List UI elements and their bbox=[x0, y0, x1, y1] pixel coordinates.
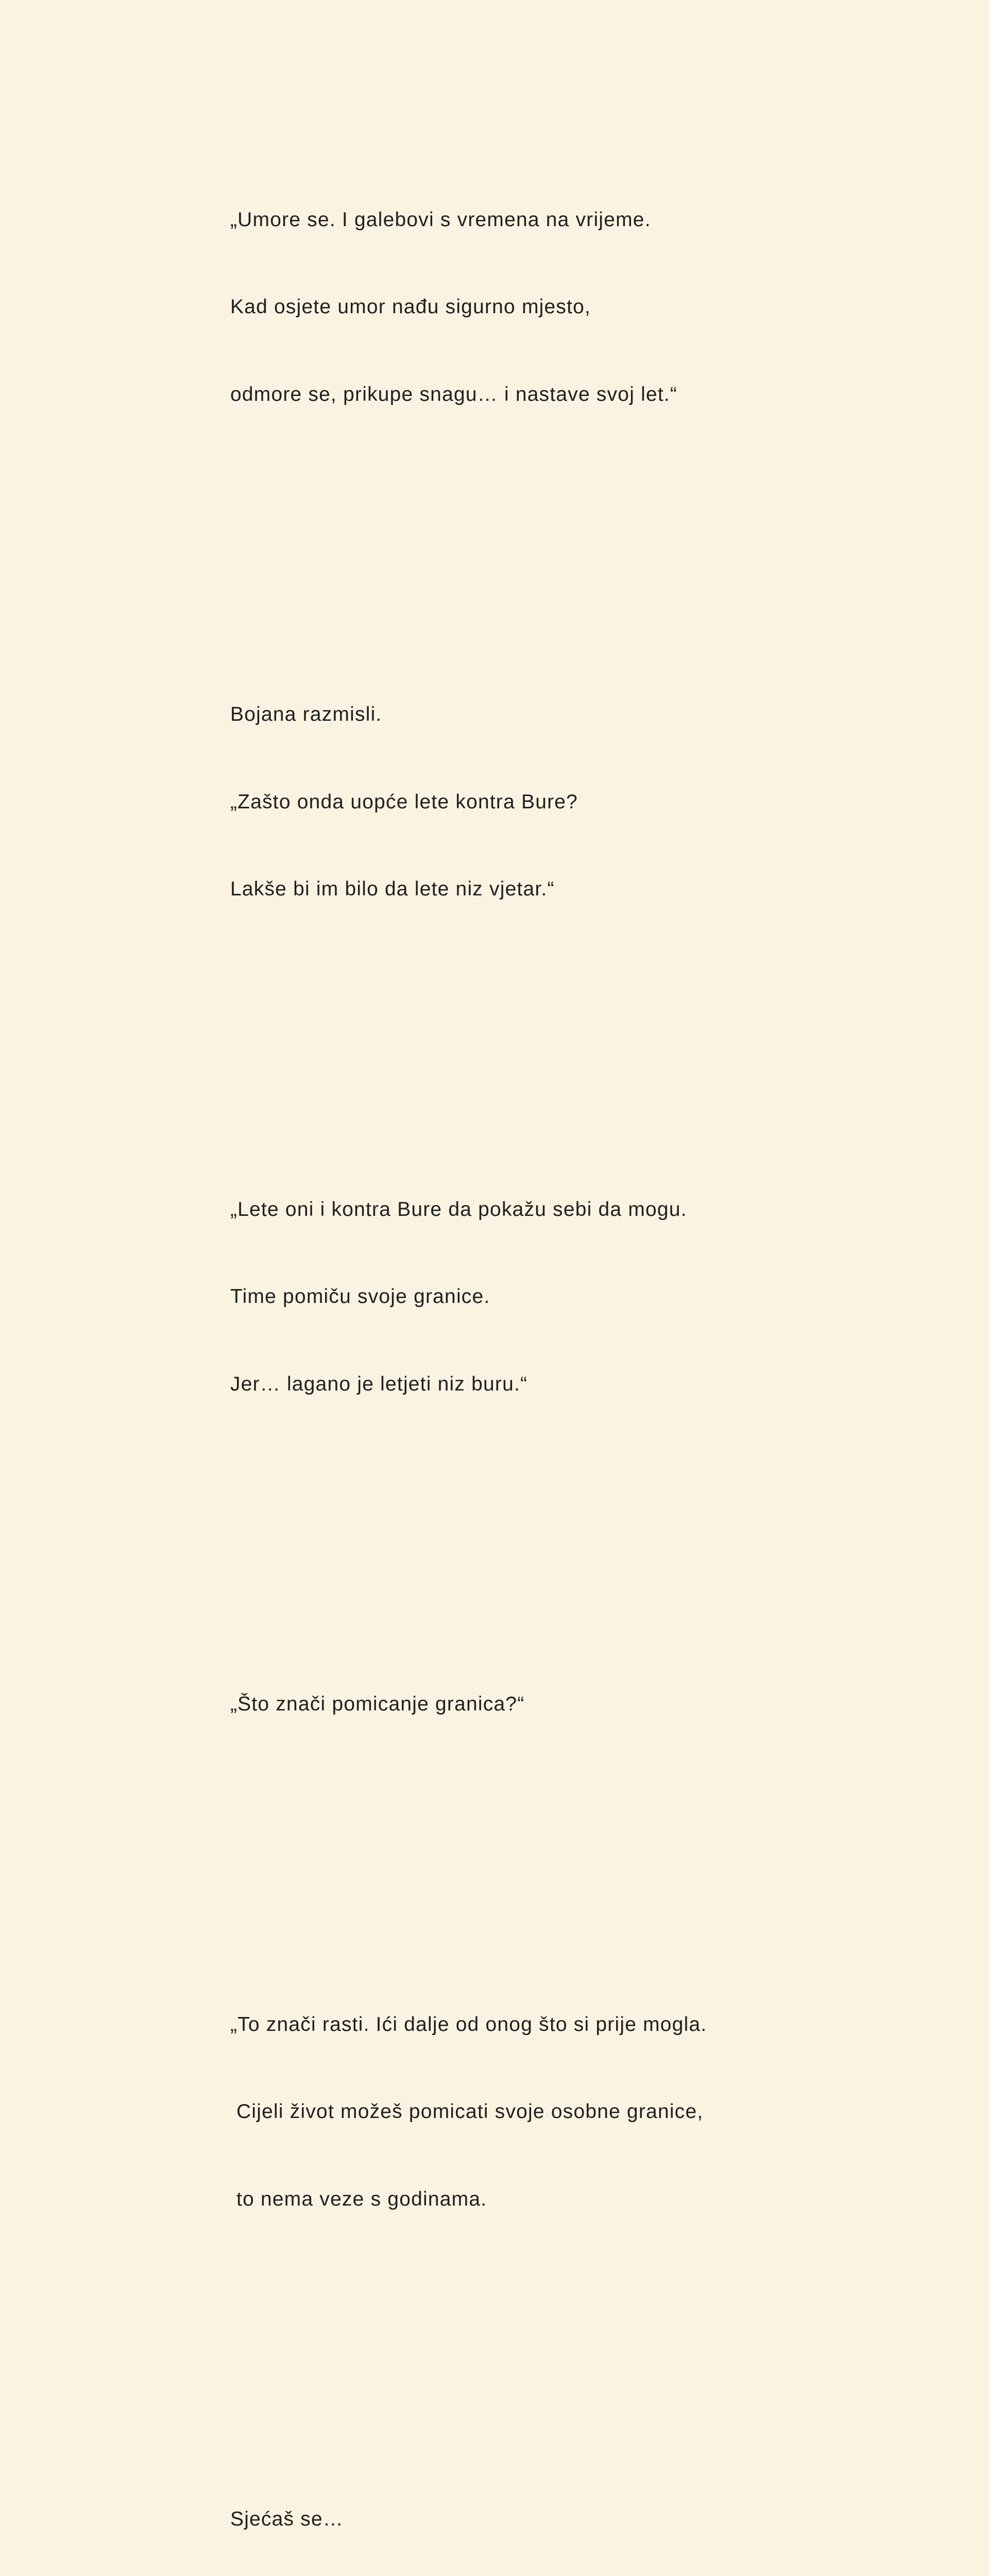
paragraph-spacer bbox=[230, 2330, 823, 2360]
story-line: Kad osjete umor nađu sigurno mjesto, bbox=[230, 296, 591, 318]
story-line: Jer… lagano je letjeti niz buru.“ bbox=[230, 1372, 528, 1395]
story-line: „To znači rasti. Ići dalje od onog što si prije mogla. bbox=[230, 2013, 707, 2036]
story-text bbox=[230, 60, 823, 2576]
story-line: Cijeli život možeš pomicati svoje osobne granice, bbox=[230, 2100, 704, 2123]
story-line: Sjećaš se… bbox=[230, 2508, 344, 2530]
paragraph bbox=[230, 642, 823, 962]
story-line: Time pomiču svoje granice. bbox=[230, 1285, 490, 1308]
paragraph bbox=[230, 1632, 823, 1777]
story-line: „Zašto onda uopće lete kontra Bure? bbox=[230, 790, 578, 813]
story-line: Lakše bi im bilo da lete niz vjetar.“ bbox=[230, 878, 555, 900]
story-line: odmore se, prikupe snagu… i nastave svoj let.“ bbox=[230, 383, 678, 405]
paragraph bbox=[230, 147, 823, 468]
paragraph bbox=[230, 2447, 823, 2576]
story-line: Bojana razmisli. bbox=[230, 703, 382, 725]
story-line: „Umore se. I galebovi s vremena na vrijeme. bbox=[230, 208, 651, 231]
paragraph-spacer bbox=[230, 1021, 823, 1050]
paragraph-spacer bbox=[230, 1515, 823, 1545]
paragraph-spacer bbox=[230, 1836, 823, 1865]
story-line: „Lete oni i kontra Bure da pokažu sebi da mogu. bbox=[230, 1198, 687, 1221]
paragraph bbox=[230, 1952, 823, 2273]
paragraph-spacer bbox=[230, 526, 823, 555]
story-line: „Što znači pomicanje granica?“ bbox=[230, 1693, 525, 1715]
story-line: to nema veze s godinama. bbox=[230, 2188, 487, 2210]
paragraph bbox=[230, 1137, 823, 1458]
